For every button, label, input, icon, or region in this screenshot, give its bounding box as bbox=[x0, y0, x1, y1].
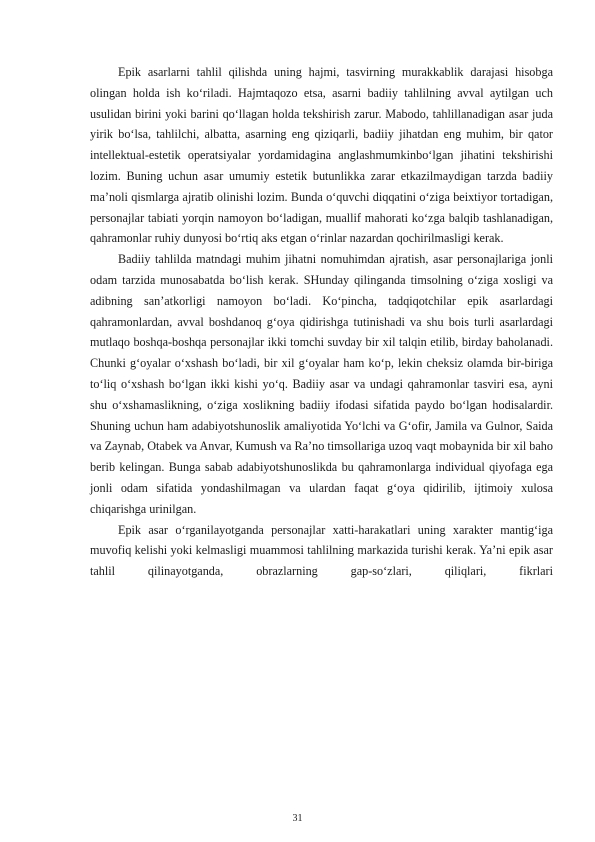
paragraph-1: Epik asarlarni tahlil qilishda uning hajmi, tasvirning murakkablik darajasi hisobga olingan holda ish ko‘riladi. Hajmtaqozo etsa, asarni badiiy tahlilning avval aytilgan uch usulidan birini yoki barini qo‘llagan holda tekshirish zarur. Mabodo, tahlillanadigan asar juda yirik bo‘lsa, tahlilchi, albatta, asarning eng qiziqarli, badiiy jihatdan eng muhim, bir qator intellektual-estetik operatsiyalar yordamidagina anglashmumkinbo‘lgan jihatini tekshirishi lozim. Buning uchun asar umumiy estetik butunlikka zarar etkazilmaydigan tarzda badiiy ma’noli qismlarga ajratib olinishi lozim. Bunda o‘quvchi diqqatini o‘ziga beixtiyor tortadigan, personajlar tabiati yorqin namoyon bo‘ladigan, muallif mahorati ko‘zga balqib tashlanadigan, qahramonlar ruhiy dunyosi bo‘rtiq aks etgan o‘rinlar nazardan qochirilmasligi kerak. bbox=[90, 65, 553, 246]
paragraph-3: Epik asar o‘rganilayotganda personajlar xatti-harakatlari uning xarakter mantig‘iga muvofiq kelishi yoki kelmasligi muammosi tahlilning markazida turishi kerak. Ya’ni epik asar tahlil qilinayotganda, obrazlarning gap-so‘zlari, qiliqlari, fikrlari bbox=[90, 522, 553, 579]
body-text bbox=[90, 62, 553, 582]
paragraph-2: Badiiy tahlilda matndagi muhim jihatni nomuhimdan ajratish, asar personajlariga jonli odam tarzida munosabatda bo‘lish kerak. SHunday qilinganda timsolning o‘ziga xosligi va adibning san’atkorligi namoyon bo‘ladi. Ko‘pincha, tadqiqotchilar epik asarlardagi qahramonlardan, avval boshdanoq g‘oya qidirishga tutinishadi va shu bois turli asarlardagi mutlaqo boshqa-boshqa personajlar ikki tomchi suvday bir xil talqin etilib, birday baholanadi. Chunki g‘oyalar o‘xshash bo‘ladi, bir xil g‘oyalar ham ko‘p, lekin cheksiz olamda bir-biriga to‘liq o‘xshash bo‘lgan ikki kishi yo‘q. Badiiy asar va undagi qahramonlar tasviri esa, ayni shu o‘xshamaslikning, o‘ziga xoslikning badiiy ifodasi sifatida paydo bo‘lgan hodisalardir. Shuning uchun ham adabiyotshunoslik amaliyotida Yo‘lchi va G‘ofir, Jamila va Gulnor, Saida va Zaynab, Otabek va Anvar, Kumush va Ra’no timsollariga uzoq vaqt mobaynida bir xil baho berib kelingan. Bunga sabab adabiyotshunoslikda bu qahramonlarga individual qiyofaga ega jonli odam sifatida yondashilmagan va ulardan faqat g‘oya qidirilib, ijtimoiy xulosa chiqarishga urinilgan. bbox=[90, 252, 553, 516]
page-number: 31 bbox=[292, 813, 303, 824]
